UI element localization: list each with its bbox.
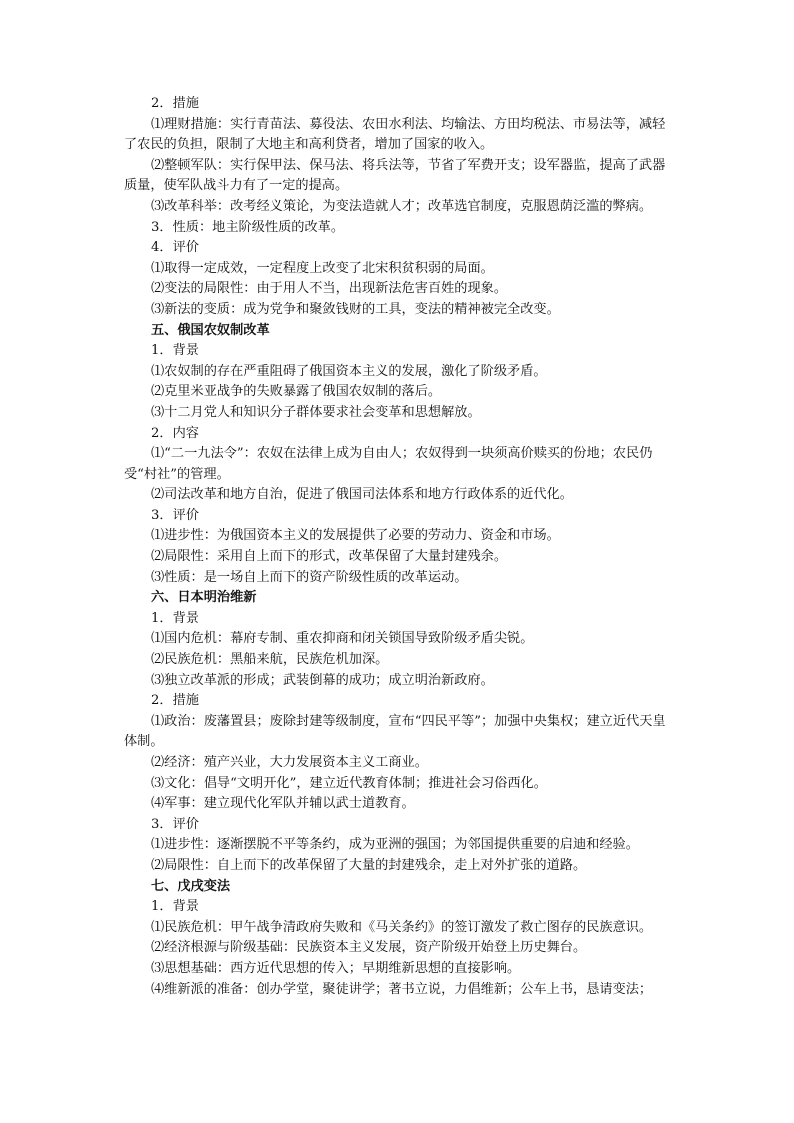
paragraph: ⑶文化：倡导“文明开化”，建立近代教育体制；推进社会习俗西化。 bbox=[151, 775, 547, 791]
paragraph: ⑵民族危机：黑船来航，民族危机加深。 bbox=[151, 652, 389, 668]
paragraph: ⑵司法改革和地方自治，促进了俄国司法体系和地方行政体系的近代化。 bbox=[151, 487, 573, 503]
paragraph: ⑴进步性：为俄国资本主义的发展提供了必要的劳动力、资金和市场。 bbox=[151, 528, 560, 544]
paragraph: ⑵克里米亚战争的失败暴露了俄国农奴制的落后。 bbox=[151, 384, 442, 400]
paragraph: ⑵局限性：采用自上而下的形式，改革保留了大量封建残余。 bbox=[151, 549, 508, 565]
paragraph: ⑵局限性：自上而下的改革保留了大量的封建残余，走上对外扩张的道路。 bbox=[151, 857, 587, 873]
paragraph: ⑶十二月党人和知识分子群体要求社会变革和思想解放。 bbox=[151, 404, 481, 420]
subheading: 1．背景 bbox=[151, 343, 199, 359]
subheading: 2．措施 bbox=[151, 96, 199, 111]
paragraph: ⑷维新派的准备：创办学堂，聚徒讲学；著书立说，力倡维新；公车上书，恳请变法； bbox=[151, 981, 653, 997]
paragraph: ⑴理财措施：实行青苗法、募役法、农田水利法、均输法、方田均税法、市易法等，减轻了农民的负担，限制了大地主和高利贷者，增加了国家的收入。 bbox=[124, 116, 666, 153]
subheading: 4．评价 bbox=[151, 240, 199, 256]
paragraph: ⑵变法的局限性：由于用人不当，出现新法危害百姓的现象。 bbox=[151, 281, 508, 297]
paragraph: ⑶性质：是一场自上而下的资产阶级性质的改革运动。 bbox=[151, 569, 468, 585]
paragraph: ⑴国内危机：幕府专制、重农抑商和闭关锁国导致阶级矛盾尖锐。 bbox=[151, 631, 534, 647]
paragraph: ⑶改革科举：改考经义策论，为变法造就人才；改革选官制度，克服恩荫泛滥的弊病。 bbox=[151, 198, 653, 214]
subheading: 2．内容 bbox=[151, 425, 199, 441]
section-heading: 五、俄国农奴制改革 bbox=[151, 322, 270, 338]
section-heading: 六、日本明治维新 bbox=[151, 590, 257, 606]
paragraph: ⑴农奴制的存在严重阻碍了俄国资本主义的发展，激化了阶级矛盾。 bbox=[151, 363, 547, 379]
subheading: 1．背景 bbox=[151, 899, 199, 915]
subheading: 1．背景 bbox=[151, 610, 199, 626]
paragraph: ⑵整顿军队：实行保甲法、保马法、将兵法等，节省了军费开支；设军器监，提高了武器质量，使军队战斗力有了一定的提高。 bbox=[124, 157, 666, 194]
paragraph: ⑵经济：殖产兴业，大力发展资本主义工商业。 bbox=[151, 755, 428, 770]
paragraph: ⑶新法的变质：成为党争和聚敛钱财的工具，变法的精神被完全改变。 bbox=[151, 301, 560, 317]
paragraph: ⑵经济根源与阶级基础：民族资本主义发展，资产阶级开始登上历史舞台。 bbox=[151, 940, 587, 956]
paragraph: ⑴“二一九法令”：农奴在法律上成为自由人；农奴得到一块须高价赎买的份地；农民仍受“村社”的管理。 bbox=[124, 446, 653, 482]
paragraph: ⑴政治：废藩置县；废除封建等级制度，宣布“四民平等”；加强中央集权；建立近代天皇体制。 bbox=[124, 713, 666, 750]
paragraph: ⑶独立改革派的形成；武装倒幕的成功；成立明治新政府。 bbox=[151, 672, 494, 688]
subheading: 3．评价 bbox=[151, 816, 199, 832]
subheading: 3．性质：地主阶级性质的改革。 bbox=[151, 219, 345, 235]
section-heading: 七、戊戌变法 bbox=[151, 878, 231, 894]
subheading: 3．评价 bbox=[151, 507, 199, 523]
document-page bbox=[124, 94, 676, 1000]
paragraph: ⑶思想基础：西方近代思想的传入；早期维新思想的直接影响。 bbox=[151, 960, 521, 976]
paragraph: ⑴进步性：逐渐摆脱不平等条约，成为亚洲的强国；为邻国提供重要的启迪和经验。 bbox=[151, 837, 639, 853]
paragraph: ⑴民族危机：甲午战争清政府失败和《马关条约》的签订激发了救亡图存的民族意识。 bbox=[151, 919, 653, 935]
paragraph: ⑴取得一定成效，一定程度上改变了北宋积贫积弱的局面。 bbox=[151, 260, 494, 276]
subheading: 2．措施 bbox=[151, 693, 199, 709]
paragraph: ⑷军事：建立现代化军队并辅以武士道教育。 bbox=[151, 796, 415, 812]
